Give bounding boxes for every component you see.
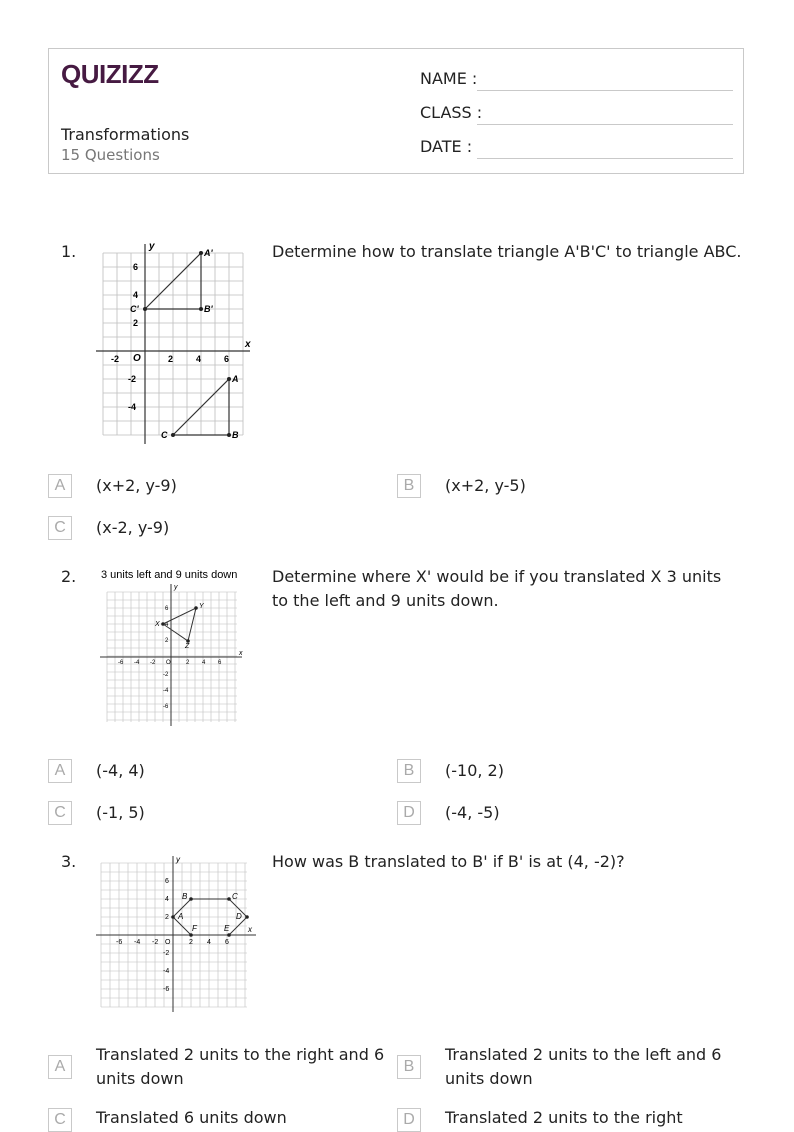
option-a-text[interactable]: Translated 2 units to the right and 6 units down — [96, 1045, 385, 1088]
option-b-box[interactable]: B — [397, 474, 421, 498]
q2-tick-y: 6 — [165, 606, 169, 612]
option-a-box[interactable]: A — [48, 474, 72, 498]
q2-tick-x: 4 — [202, 660, 206, 666]
q1-point-label: A' — [204, 248, 213, 258]
q2-point-label: Y — [199, 603, 204, 610]
name-line[interactable] — [477, 90, 733, 91]
option-c-text[interactable]: (x-2, y-9) — [96, 518, 170, 537]
q2-y-axis-label: y — [174, 584, 178, 591]
q3-point — [189, 933, 193, 937]
option-d-text[interactable]: Translated 2 units to the right — [445, 1108, 683, 1127]
date-field[interactable] — [420, 137, 733, 161]
option-c-box[interactable]: C — [48, 1108, 72, 1132]
q1-point-label: A — [232, 374, 239, 384]
q2-tick-x: -2 — [150, 660, 156, 666]
q1-point — [199, 251, 203, 255]
date-label: DATE : — [420, 137, 473, 156]
option-b-text[interactable]: Translated 2 units to the left and 6 units down — [445, 1045, 722, 1088]
question-count: 15 Questions — [61, 146, 160, 164]
class-field[interactable] — [420, 103, 733, 127]
q1-point — [227, 433, 231, 437]
q3-tick-y: -4 — [163, 968, 170, 975]
q1-point — [227, 377, 231, 381]
q1-tick-y: 4 — [133, 290, 139, 300]
q1-point-label: B — [232, 430, 239, 440]
question-text: How was B translated to B' if B' is at (4, -2)? — [272, 852, 625, 871]
q2-tick-y: -4 — [163, 688, 169, 694]
q1-tick-y: 2 — [133, 318, 139, 328]
q3-y-axis-label: y — [176, 855, 180, 864]
option-b-text[interactable]: (-10, 2) — [445, 761, 504, 780]
q1-point-label: B' — [204, 304, 213, 314]
question-number: 2. — [61, 567, 77, 586]
option-a-box[interactable]: A — [48, 759, 72, 783]
q3-point — [245, 915, 249, 919]
name-field[interactable] — [420, 69, 733, 93]
q2-tick-y: -6 — [163, 704, 169, 710]
q2-point — [161, 622, 165, 626]
q3-tick-y: 2 — [165, 914, 169, 921]
q3-tick-x: 4 — [207, 939, 211, 946]
q2-point — [194, 606, 198, 610]
q1-coordinate-figure — [96, 240, 256, 448]
q3-point — [171, 915, 175, 919]
option-b-text[interactable]: (x+2, y-5) — [445, 476, 526, 495]
worksheet-header — [48, 48, 744, 174]
option-b-box[interactable]: B — [397, 759, 421, 783]
q1-tick-x: 4 — [196, 354, 202, 364]
option-a-text[interactable]: (-4, 4) — [96, 761, 145, 780]
q3-point — [189, 897, 193, 901]
class-line[interactable] — [477, 124, 733, 125]
q3-point-label: B — [182, 892, 188, 901]
q1-y-axis-label: y — [149, 241, 155, 252]
question-text: Determine how to translate triangle A'B'C' to triangle ABC. — [272, 242, 742, 261]
q1-tick-y: 6 — [133, 262, 139, 272]
q1-point — [199, 307, 203, 311]
q1-origin-label: O — [133, 353, 141, 364]
option-d-box[interactable]: D — [397, 1108, 421, 1132]
question-number: 1. — [61, 242, 77, 261]
q2-figure-caption: 3 units left and 9 units down — [101, 569, 238, 581]
q2-tick-y: 2 — [165, 638, 169, 644]
question-number: 3. — [61, 852, 77, 871]
q2-x-axis-label: x — [239, 650, 243, 657]
q3-point-label: F — [192, 924, 197, 933]
option-b-box[interactable]: B — [397, 1055, 421, 1079]
q3-tick-y: -6 — [163, 986, 170, 993]
option-d-text[interactable]: (-4, -5) — [445, 803, 500, 822]
option-c-text[interactable]: (-1, 5) — [96, 803, 145, 822]
option-d-box[interactable]: D — [397, 801, 421, 825]
q3-x-axis-label: x — [248, 925, 252, 934]
q2-tick-x: -6 — [118, 660, 124, 666]
q1-point — [143, 307, 147, 311]
q1-point-label: C' — [130, 304, 139, 314]
q2-origin-label: O — [166, 660, 171, 666]
q2-tick-x: 2 — [186, 660, 190, 666]
option-c-text[interactable]: Translated 6 units down — [96, 1108, 287, 1127]
q2-tick-x: -4 — [134, 660, 140, 666]
q3-tick-x: -4 — [134, 939, 141, 946]
q1-tick-x: 6 — [224, 354, 230, 364]
class-label: CLASS : — [420, 103, 483, 122]
q1-tick-y: -4 — [128, 402, 137, 412]
option-c-box[interactable]: C — [48, 516, 72, 540]
q3-point-label: C — [232, 892, 238, 901]
option-c-box[interactable]: C — [48, 801, 72, 825]
date-line[interactable] — [477, 158, 733, 159]
q2-tick-x: 6 — [218, 660, 222, 666]
q3-tick-y: 4 — [165, 896, 169, 903]
q3-point — [227, 897, 231, 901]
q2-tick-y: 4 — [165, 622, 169, 628]
name-label: NAME : — [420, 69, 478, 88]
q2-coordinate-figure — [96, 566, 256, 728]
q3-point-label: A — [178, 912, 184, 921]
q3-tick-y: -2 — [163, 950, 170, 957]
q1-tick-y: -2 — [128, 374, 137, 384]
option-a-box[interactable]: A — [48, 1055, 72, 1079]
q2-point-label: X — [155, 621, 160, 628]
option-a-text[interactable]: (x+2, y-9) — [96, 476, 177, 495]
q3-tick-x: -2 — [152, 939, 159, 946]
q1-x-axis-label: x — [245, 339, 251, 350]
q3-point-label: E — [224, 924, 230, 933]
q3-tick-x: 6 — [225, 939, 229, 946]
q3-coordinate-figure — [96, 854, 258, 1014]
q2-tick-y: -2 — [163, 672, 169, 678]
q3-origin-label: O — [165, 939, 171, 946]
q3-tick-y: 6 — [165, 878, 169, 885]
q1-tick-x: 2 — [168, 354, 174, 364]
q3-point-label: D — [236, 912, 242, 921]
q1-point — [171, 433, 175, 437]
question-text: Determine where X' would be if you translated X 3 units to the left and 9 units down. — [272, 567, 722, 610]
q3-tick-x: 2 — [189, 939, 193, 946]
q3-point — [227, 933, 231, 937]
q1-point-label: C — [161, 430, 168, 440]
q3-tick-x: -6 — [116, 939, 123, 946]
q2-point-label: Z — [185, 643, 190, 650]
worksheet-title: Transformations — [61, 125, 190, 144]
quizizz-logo: QUIZIZZ — [61, 59, 159, 89]
q1-tick-x: -2 — [111, 354, 120, 364]
